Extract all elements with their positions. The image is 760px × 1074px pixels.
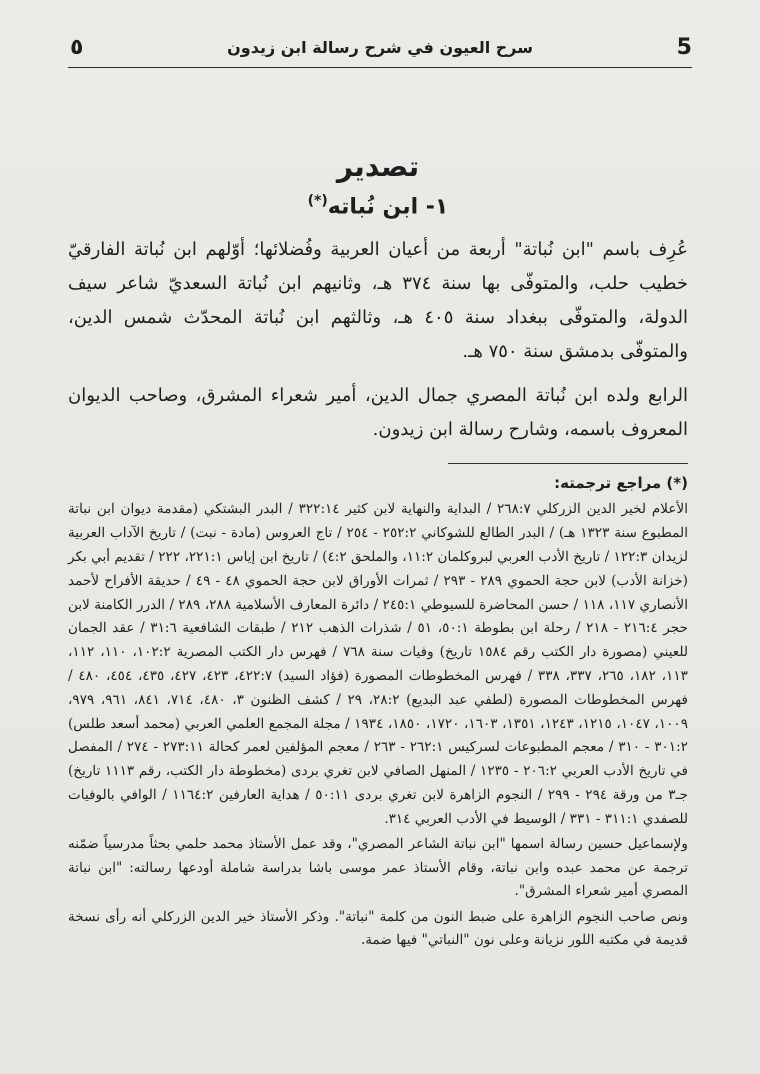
- footnote-title: (*) مراجع ترجمته:: [554, 474, 688, 493]
- paragraph-1: عُرِف باسم "ابن نُباتة" أربعة من أعيان العربية وفُضلائها؛ أوّلهم ابن نُباتة الفارقيّ خطيب حلب، والمتوفّى بها سنة ٣٧٤ هـ، وثانيهم ابن نُباتة السعديّ شاعر سيف الدولة، والمتوفّى ببغداد سنة ٤٠٥ هـ، وثالثهم ابن نُباتة المحدّث شمس الدين، والمتوفّى بدمشق سنة ٧٥٠ هـ.: [68, 239, 688, 363]
- running-title: سرح العيون في شرح رسالة ابن زيدون: [227, 37, 533, 57]
- footnote-divider: [448, 463, 688, 464]
- footnote-references: الأعلام لخير الدين الزركلي ٢٦٨:٧ / البداية والنهاية لابن كثير ٣٢٢:١٤ / البدر البشتكي (مقدمة ديوان ابن نباتة المطبوع سنة ١٣٢٣ هـ) / البدر الطالع للشوكاني ٢٥٢:٢ - ٢٥٤ / تاج العروس (مادة - نبت) / تاريخ الآداب العربية لزيدان ١٢٢:٣ / تاريخ الأدب العربي لبروكلمان ١١:٢، والملحق ٤:٢) / تاريخ ابن إياس ٢٢١:١، ٢٢٢ / تقديم أبي بكر (خزانة الأدب) لابن حجة الحموي ٢٨٩ - ٢٩٣ / ثمرات الأوراق لابن حجة الحموي ٤٨ - ٤٩ / حديقة الأفراح لأحمد الأنصاري ١١٧، ١١٨ / حسن المحاضرة للسيوطي ٢٤٥:١ / دائرة المعارف الأسلامية ٢٨٨، ٢٨٩ / الدرر الكامنة لابن حجر ٢١٦:٤ - ٢١٨ / رحلة ابن بطوطة ٥٠:١، ٥١ / شذرات الذهب ٢١٢ / طبقات الشافعية ٣١:٦ / عقد الجمان للعيني (مصورة دار الكتب رقم ١٥٨٤ تاريخ) وفيات سنة ٧٦٨ / فهرس دار الكتب المصرية ١٠٢:٢، ١١٠، ١١٢، ١١٣، ١٨٢، ٢٦٥، ٣٣٧، ٣٣٨ / فهرس المخطوطات المصورة (فؤاد السيد) ٤٢٢:٧، ٤٢٣، ٤٢٧، ٤٣٥، ٤٥٤، ٤٨٠ / فهرس المخطوطات المصورة (لطفي عبد البديع) ٢٨:٢، ٢٩ / كشف الظنون ٣، ٤٨٠، ٧١٤، ٨٤١، ٩٦١، ٩٧٩، ١٠٠٩، ١٠٤٧، ١٢١٥، ١٢٤٣، ١٣٥١، ١٦٠٣، ١٧٢٠، ١٨٥٠، ١٩٣٤ / مجلة المجمع العلمي العربي (محمد أسعد طلس) ٣٠١:٢ - ٣١٠ / معجم المطبوعات لسركيس ٢٦٢:١ - ٢٦٣ / معجم المؤلفين لعمر كحالة ٢٧٣:١١ - ٢٧٤ / المفصل في تاريخ الأدب العربي ٢٠٦:٢ - ١٢٣٥ / المنهل الصافي لابن تغري بردى (مخطوطة دار الكتب، رقم ١١١٣ تاريخ) جـ٣ من ورقة ٢٩٤ - ٢٩٩ / النجوم الزاهرة لابن تغري بردى ٥٠:١١ / هداية العارفين ١١٦٤:٢ / الوافي بالوفيات للصفدي ٣١١:١ - ٣٣١ / الوسيط في الأدب العربي ٣١٤.: [68, 501, 689, 827]
- chapter-title: تصدير: [336, 150, 420, 183]
- footnote-marker: (*): [307, 193, 328, 209]
- running-header: [70, 30, 692, 64]
- paragraph-2: الرابع ولده ابن نُباتة المصري جمال الدين، أمير شعراء المشرق، وصاحب الديوان المعروف باسمه، وشارح رسالة ابن زيدون.: [68, 385, 688, 441]
- header-divider: [68, 67, 692, 68]
- section-title: [68, 193, 688, 219]
- footnote-note-2: ونص صاحب النجوم الزاهرة على ضبط النون من كلمة "نباتة". وذكر الأستاذ خير الدين الزركلي أنه رأى نسخة قديمة في مكتبه اللور نزيانة وعلى نون "النباتي" فيها ضمة.: [68, 908, 688, 949]
- section-title-text: ١- ابن نُباته: [327, 194, 449, 220]
- page-number-latin: 5: [676, 34, 692, 60]
- footnote-note-1: ولإسماعيل حسين رسالة اسمها "ابن نباتة الشاعر المصري"، وقد عمل الأستاذ محمد حلمي بحثاً مدرسياً ضمّنه ترجمة عن محمد عبده وابن نباتة، وقام الأستاذ عمر موسى باشا بدراسة شاملة أودعها رسالته: "ابن نباتة المصري أمير شعراء المشرق".: [68, 836, 688, 900]
- page-number-arabic: ٥: [70, 34, 84, 60]
- page-body: [68, 150, 688, 953]
